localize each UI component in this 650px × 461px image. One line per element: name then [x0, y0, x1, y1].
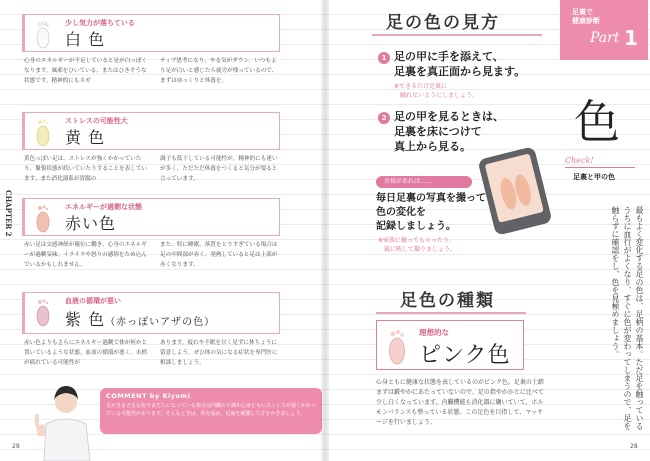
purple-foot-icon	[33, 297, 53, 327]
section-title: 赤い色	[65, 214, 117, 233]
section-text-col1: 黄色っぽい足は、ストレスが強くかかっていたり、緊張状態が続いていたりすることを表しています。また消化器系が胃腸の	[24, 156, 148, 182]
part-word: Part	[590, 30, 620, 46]
section-text-col1: 赤い足は交感神経が優位に働き、心身のエネルギーが過剰気味。イライラや怒りの感情をため込んでいるかもしれません。	[24, 242, 147, 268]
yellow-foot-icon	[33, 117, 53, 147]
step-number-2: 2	[378, 112, 390, 124]
book-gutter	[321, 0, 329, 461]
section-subtitle: エネルギーが過剰な状態	[65, 203, 142, 211]
section-subtitle: ストレスの可能性大	[65, 117, 128, 125]
section-label-tab	[560, 0, 648, 60]
instructor-illustration	[30, 376, 98, 461]
color-types-heading: 足色の種類	[400, 291, 495, 311]
section-title: 紫 色（赤っぽいアザの色）	[65, 310, 216, 329]
comment-text: 足がきまざまな色でまだらになっている場合は内臓の不調や心身ともにストレスが強くかかっている可能性があります。そんなときは、休を温め、足裏を刺激して汗をかきましょう。	[106, 403, 316, 417]
optional-tag: 余裕があれば……	[376, 176, 472, 188]
section-subtitle: 血液の循環が悪い	[65, 297, 121, 305]
photo-tip: 毎日足裏の写真を撮って 色の変化を 記録しましょう。	[376, 193, 486, 232]
pink-color-box	[376, 320, 524, 370]
section-red-header	[22, 198, 280, 236]
section-text-col2: 調子も低下している可能性が。精神的にも迷いが多く、ただただ休養をつくると気分が要ると言っています。	[160, 156, 278, 182]
section-yellow-header	[22, 112, 280, 150]
red-foot-icon	[33, 203, 53, 233]
photo-note: ※家族に撮ってもらったり、 鏡に映して撮りましょう。	[378, 237, 457, 253]
section-purple-header	[22, 292, 280, 334]
smartphone-illustration	[477, 146, 552, 236]
heading-underline	[376, 312, 526, 314]
step-text: 足の甲を見るときは、 足裏を床につけて 真上から見る。	[394, 110, 504, 153]
heading-underline	[372, 34, 542, 36]
step-text: 足の甲に手を添えて、 足裏を真正面から見ます。	[394, 50, 526, 78]
color-check-heading: 足の色の見方	[386, 13, 500, 33]
pink-subtitle: 理想的な	[419, 328, 449, 337]
pink-foot-icon	[385, 327, 409, 365]
comment-header: COMMENT by Kiyomi	[106, 392, 191, 400]
step-note: ※できるだけ足裏に 触れないようにしましょう。	[394, 83, 479, 99]
part-number: 1	[624, 26, 638, 50]
section-text-col2: あります。疲れや不眠を甘く見ずに休ちょうに留意しよう。ぜひ体の気になる症状を専門医に相談しましょう。	[160, 340, 278, 366]
big-color-character: 色	[574, 95, 620, 149]
left-page-number: 29	[12, 443, 20, 450]
section-white-header	[22, 14, 280, 52]
pink-title: ピンク色	[419, 343, 511, 368]
step-number-1: 1	[378, 52, 390, 64]
vertical-check-text: 最もよく変化する足の色は、足柄の基本。ただ足を触っているうちに血行がよくなり、すぐに色が変わってしまうので、足を触らずに確認をし、色を見極めましょう。	[611, 206, 644, 430]
check-label: Check!	[565, 156, 635, 168]
section-text-col2: また、特に睡眠、落質をとりすぎている場合は足の中間部が赤く、発熱していると足は上部が赤くなります。	[160, 242, 278, 268]
section-title: 黄 色	[65, 128, 106, 147]
phone-screen	[485, 153, 544, 222]
feet-photo-icon	[485, 153, 544, 222]
comment-box	[100, 388, 322, 434]
tab-label: 足裏で 健康診断	[572, 8, 600, 25]
chapter-label: CHAPTER 2	[4, 190, 13, 237]
section-title: 白 色	[65, 30, 106, 49]
section-text-col1: 心身のエネルギーが不足していると足が白っぽくなります。風邪をひいている、またはひきそうな状態です。精神的にもネガ	[24, 58, 148, 84]
right-page-number: 28	[630, 443, 638, 450]
white-foot-icon	[33, 19, 53, 49]
check-heading: 足裏と甲の色	[573, 173, 615, 181]
section-text-col2: ティブ思考になり、やる気がダウン。いつもより足が白いと感じたら疲労が残っているので、まずはゆっくりと休養を。	[160, 58, 278, 84]
pink-description: 心身ともに健康な状態を表しているのがピンク色。足裏の土踏まずは鍛やかにあたっていないので、足の指やかかとに比べて少し白くなっています。内臓機能も消化器に働いていて、ホルモンバランスも整っている状態。この足色を目指して、マッサージを行いましょう。	[376, 379, 544, 426]
section-text-col1: 赤い色よりもさらにエネルギー過剰で体が何かと置いているような状態。血液の循環が悪く、末梢が痛れている可能性が	[24, 340, 148, 366]
section-subtitle: 少し気力が落ちている	[65, 19, 135, 27]
